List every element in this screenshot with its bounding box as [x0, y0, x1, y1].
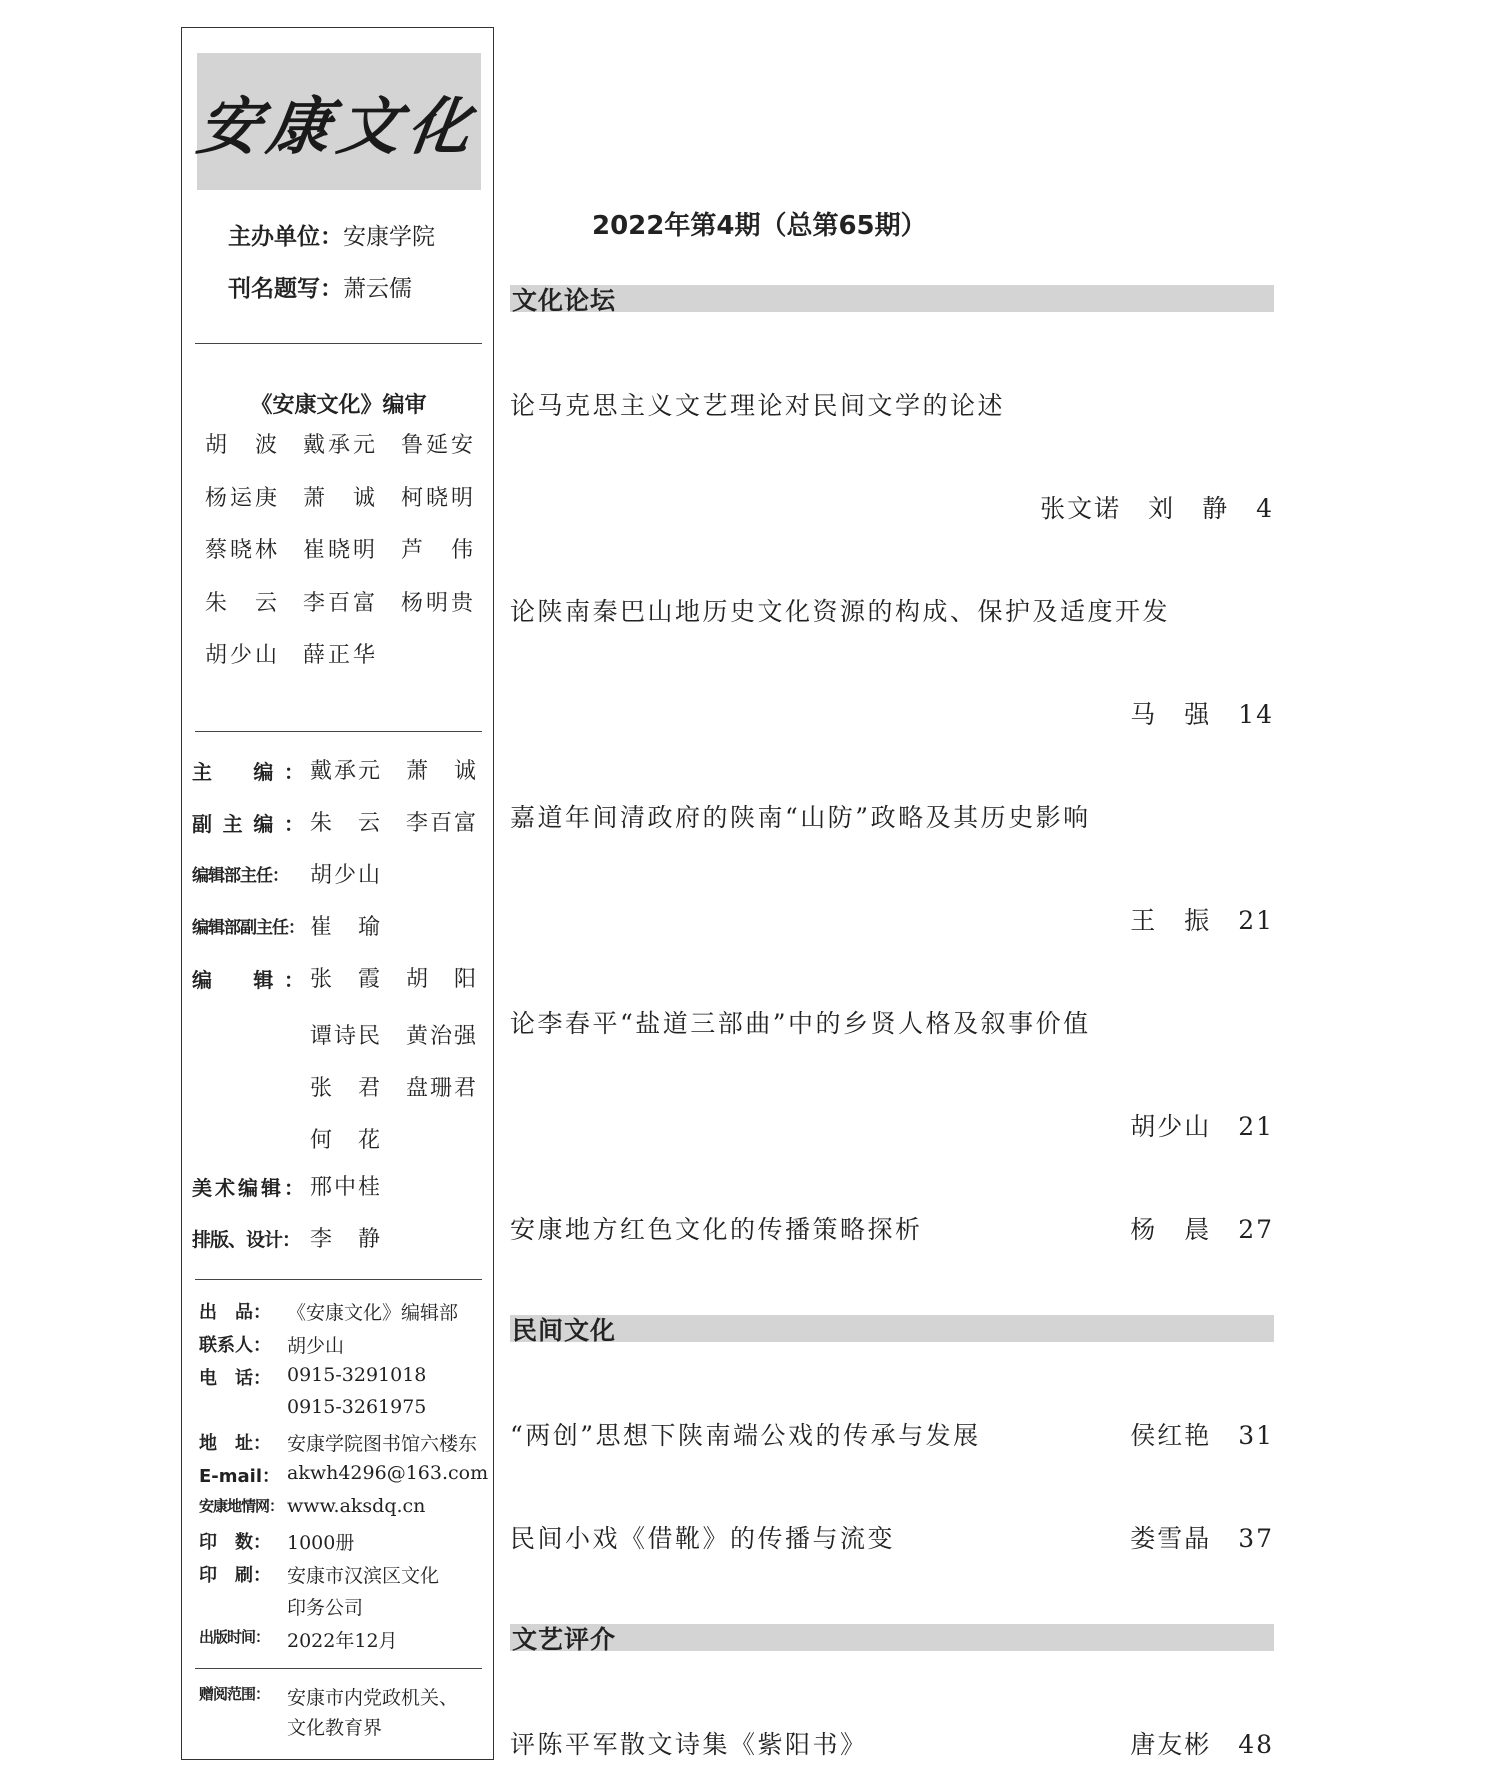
section-title: 民间文化 — [512, 1316, 617, 1345]
board-member: 芦 伟 — [401, 538, 477, 563]
editorial-board-title: 《安康文化》编审 — [250, 393, 427, 418]
sponsor-value: 安康学院 — [343, 224, 435, 250]
toc-entry-title[interactable]: 评陈平军散文诗集《紫阳书》 — [510, 1730, 868, 1759]
staff-label: 编 辑： — [192, 968, 304, 992]
pub-label: 安康地情网： — [199, 1497, 284, 1515]
board-member: 柯晓明 — [401, 485, 477, 511]
editors-continued: 谭诗民 黄治强 — [310, 1024, 479, 1049]
toc-entry-author-page: 侯红艳 31 — [1130, 1421, 1274, 1450]
pub-value: 1000册 — [287, 1532, 355, 1554]
divider — [195, 731, 482, 732]
editors-continued: 何 花 — [310, 1128, 383, 1153]
pub-label: 电 话： — [199, 1368, 271, 1389]
board-member: 胡少山 — [205, 643, 281, 668]
staff-row-dept-deputy — [192, 902, 492, 954]
toc-entry-author-page: 杨 晨 27 — [1130, 1215, 1274, 1244]
toc-entry-author-page: 张文诺 刘 静 4 — [1040, 494, 1274, 523]
magazine-logo — [193, 53, 484, 190]
toc-entry-author-page: 唐友彬 48 — [1130, 1730, 1274, 1759]
board-member: 戴承元 — [303, 433, 379, 458]
pub-label: 联系人： — [199, 1335, 271, 1356]
pub-label: E-mail： — [199, 1466, 281, 1487]
divider — [195, 1279, 482, 1280]
inscriber-label: 刊名题写： — [228, 276, 343, 302]
staff-label: 主 编： — [192, 760, 304, 784]
toc-entry-title[interactable]: 论李春平“盐道三部曲”中的乡贤人格及叙事价值 — [510, 1009, 1091, 1038]
staff-row-art-editor — [192, 1162, 492, 1214]
toc-entry-title[interactable]: 嘉道年间清政府的陕南“山防”政略及其历史影响 — [510, 803, 1091, 832]
phone-line-2: 0915-3261975 — [287, 1396, 427, 1418]
pub-value: 胡少山 — [287, 1335, 345, 1357]
board-member: 杨运庚 — [205, 485, 281, 511]
pub-value: 安康学院图书馆六楼东 — [287, 1433, 478, 1455]
toc-entry-author-page: 王 振 21 — [1130, 906, 1274, 935]
logo-text: 安康文化 — [193, 90, 484, 163]
address-line — [199, 1429, 491, 1456]
staff-row-deputy-editor — [192, 798, 492, 850]
toc-entry-title[interactable]: 论陕南秦巴山地历史文化资源的构成、保护及适度开发 — [510, 597, 1171, 626]
staff-value: 李 静 — [310, 1227, 383, 1252]
staff-label: 美术编辑： — [192, 1176, 304, 1200]
masthead-sidebar — [181, 27, 494, 1760]
pub-label: 出版时间： — [199, 1628, 270, 1646]
website-line — [199, 1495, 491, 1517]
toc-entry-author-page: 胡少山 21 — [1130, 1112, 1274, 1141]
pub-value: 安康市内党政机关、 — [287, 1687, 459, 1709]
pub-label: 地 址： — [199, 1433, 271, 1454]
printer-line — [199, 1561, 491, 1588]
email-line — [199, 1462, 491, 1488]
pub-value: 《安康文化》编辑部 — [287, 1302, 459, 1324]
editors-continued: 张 君 盘珊君 — [310, 1076, 479, 1101]
date-line — [199, 1626, 491, 1653]
pub-label: 出 品： — [199, 1302, 271, 1323]
pub-label: 印 数： — [199, 1532, 271, 1553]
staff-row-chief-editor — [192, 746, 492, 798]
staff-label: 编辑部副主任： — [192, 918, 304, 938]
divider — [195, 343, 482, 344]
staff-value: 朱 云 李百富 — [310, 811, 479, 836]
staff-row-editors — [192, 954, 492, 1006]
staff-value: 邢中桂 — [310, 1175, 383, 1200]
section-header-arts-review — [510, 1624, 1274, 1654]
divider — [195, 1668, 482, 1669]
board-member: 朱 云 — [205, 590, 281, 616]
board-member: 蔡晓林 — [205, 538, 281, 563]
pub-value: 安康市汉滨区文化 — [287, 1565, 440, 1587]
toc-entry-title[interactable]: 民间小戏《借靴》的传播与流变 — [510, 1524, 896, 1553]
staff-value: 张 霞 胡 阳 — [310, 967, 479, 992]
staff-value: 胡少山 — [310, 863, 383, 888]
board-member: 薛正华 — [303, 643, 379, 668]
board-member: 胡 波 — [205, 433, 281, 458]
staff-row-dept-director — [192, 850, 492, 902]
staff-label: 编辑部主任： — [192, 866, 288, 886]
pub-value: akwh4296@163.com — [287, 1462, 489, 1484]
pub-value: 0915-3291018 — [287, 1364, 427, 1386]
staff-row-layout — [192, 1214, 492, 1266]
board-member: 杨明贵 — [401, 590, 477, 616]
inscriber-line — [228, 270, 412, 303]
toc-entry-author-page: 马 强 14 — [1130, 700, 1274, 729]
pub-value: www.aksdq.cn — [287, 1495, 426, 1517]
distribution-line-2: 文化教育界 — [287, 1717, 383, 1739]
sponsor-line — [228, 218, 435, 251]
section-header-culture-forum — [510, 285, 1274, 315]
sponsor-label: 主办单位： — [228, 224, 343, 250]
phone-line — [199, 1364, 491, 1390]
contact-line — [199, 1331, 491, 1358]
staff-label: 排版、设计： — [192, 1229, 301, 1251]
toc-entry-title[interactable]: 论马克思主义文艺理论对民间文学的论述 — [510, 391, 1006, 420]
section-title: 文化论坛 — [512, 286, 617, 315]
inscriber-value: 萧云儒 — [343, 276, 412, 302]
section-header-folk-culture — [510, 1315, 1274, 1345]
pub-label: 赠阅范围： — [199, 1685, 270, 1703]
board-member: 鲁延安 — [401, 433, 477, 458]
staff-label: 副主编： — [192, 812, 304, 836]
toc-entry-title[interactable]: 安康地方红色文化的传播策略探析 — [510, 1215, 923, 1244]
pub-label: 印 刷： — [199, 1565, 271, 1586]
toc-entry-title[interactable]: “两创”思想下陕南端公戏的传承与发展 — [510, 1421, 981, 1450]
copies-line — [199, 1528, 491, 1555]
editorial-board-list — [205, 420, 485, 683]
issue-heading: 2022年第4期（总第65期） — [592, 211, 927, 241]
board-member: 李百富 — [303, 590, 379, 616]
printer-line-2: 印务公司 — [287, 1597, 364, 1619]
board-member: 崔晓明 — [303, 538, 379, 563]
staff-value: 崔 瑜 — [310, 915, 383, 940]
producer-line — [199, 1298, 491, 1325]
board-member: 萧 诚 — [303, 485, 379, 511]
toc-entry-author-page: 娄雪晶 37 — [1130, 1524, 1274, 1553]
staff-value: 戴承元 萧 诚 — [310, 759, 479, 784]
distribution-line — [199, 1683, 491, 1710]
section-title: 文艺评介 — [512, 1625, 617, 1654]
pub-value: 2022年12月 — [287, 1630, 398, 1652]
